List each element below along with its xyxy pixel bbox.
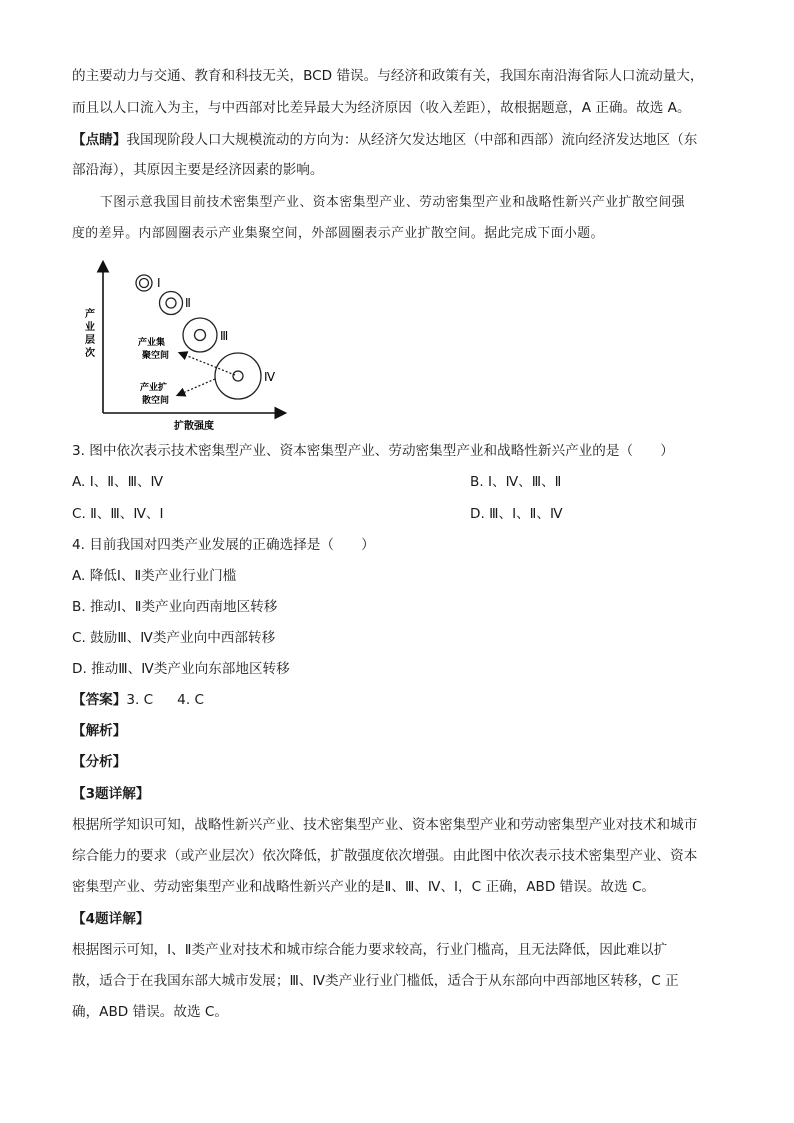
question-3-stem: 3. 图中依次表示技术密集型产业、资本密集型产业、劳动密集型产业和战略性新兴产业的是（ ） [72, 443, 674, 459]
question-4-stem: 4. 目前我国对四类产业发展的正确选择是（ ） [72, 537, 375, 553]
y-axis-label-char: 次 [85, 348, 95, 359]
tip-text: 我国现阶段人口大规模流动的方向为：从经济欠发达地区（中部和西部）流向经济发达地区（东 [126, 132, 698, 148]
paragraph-line: 而且以人口流入为主，与中西部对比差异最大为经济原因（收入差距），故根据题意，A 正确。故选 A。 [72, 100, 691, 116]
q3-option-c[interactable]: C. Ⅱ、Ⅲ、Ⅳ、Ⅰ [72, 506, 164, 522]
circle-IV-inner [233, 371, 243, 381]
q4-option-b[interactable]: B. 推动Ⅰ、Ⅱ类产业向西南地区转移 [72, 599, 278, 615]
x-axis-label: 扩散强度 [174, 421, 214, 432]
detail-4-line: 根据图示可知，Ⅰ、Ⅱ类产业对技术和城市综合能力要求较高，行业门槛高，且无法降低，因此难以扩 [72, 942, 668, 958]
circle-label-IV: Ⅳ [264, 370, 276, 384]
annotation-spread-line1: 产业扩 [140, 383, 168, 393]
annotation-cluster-line2: 聚空间 [142, 351, 170, 361]
intro-line: 度的差异。内部圆圈表示产业集聚空间，外部圆圈表示产业扩散空间。据此完成下面小题。 [72, 226, 604, 241]
q3-option-a[interactable]: A. Ⅰ、Ⅱ、Ⅲ、Ⅳ [72, 474, 164, 490]
tip-tag: 【点睛】 [72, 132, 127, 148]
industry-diffusion-figure [78, 255, 298, 435]
question-3-option-row [72, 504, 563, 524]
tip-line [72, 130, 697, 150]
circle-label-II: Ⅱ [185, 296, 191, 310]
y-axis-label-char: 产 [85, 309, 95, 320]
detail-4-line: 散，适合于在我国东部大城市发展；Ⅲ、Ⅳ类产业行业门槛低，适合于从东部向中西部地区转移，C 正 [72, 973, 679, 989]
answer-tag: 【答案】 [72, 692, 127, 708]
detail-3-line: 综合能力的要求（或产业层次）依次降低，扩散强度依次增强。由此图中依次表示技术密集型产业、资本 [72, 848, 698, 864]
arrow-to-spread [178, 379, 215, 395]
paragraph-line: 的主要动力与交通、教育和科技无关，BCD 错误。与经济和政策有关，我国东南沿海省际人口流动量大， [72, 68, 704, 84]
q4-option-d[interactable]: D. 推动Ⅲ、Ⅳ类产业向东部地区转移 [72, 661, 290, 677]
detail-3-line: 根据所学知识可知，战略性新兴产业、技术密集型产业、资本密集型产业和劳动密集型产业对技术和城市 [72, 817, 698, 833]
q3-option-b[interactable]: B. Ⅰ、Ⅳ、Ⅲ、Ⅱ [470, 474, 562, 490]
detail-3-line: 密集型产业、劳动密集型产业和战略性新兴产业的是Ⅱ、Ⅲ、Ⅳ、Ⅰ，C 正确，ABD 错误。故选 C。 [72, 879, 656, 895]
intro-line: 下图示意我国目前技术密集型产业、资本密集型产业、劳动密集型产业和战略性新兴产业扩散空间强 [100, 195, 686, 210]
q4-option-c[interactable]: C. 鼓励Ⅲ、Ⅳ类产业向中西部转移 [72, 630, 276, 646]
q3-option-d[interactable]: D. Ⅲ、Ⅰ、Ⅱ、Ⅳ [470, 506, 563, 522]
circle-label-I: Ⅰ [157, 276, 161, 290]
analysis-tag: 【解析】 [72, 723, 127, 739]
annotation-spread-line2: 散空间 [142, 396, 170, 406]
answer-3: 3. C [126, 692, 154, 708]
circle-III-inner [195, 330, 206, 341]
q4-option-a[interactable]: A. 降低Ⅰ、Ⅱ类产业行业门槛 [72, 568, 237, 584]
detail-4-tag: 【4题详解】 [72, 911, 150, 927]
circle-III-outer [183, 318, 217, 352]
answer-4: 4. C [177, 692, 204, 708]
y-axis-label-char: 层 [85, 335, 95, 346]
fenxi-tag: 【分析】 [72, 754, 127, 770]
circle-II-outer [160, 292, 183, 315]
answer-line [72, 690, 204, 710]
circle-IV-outer [215, 353, 261, 399]
detail-3-tag: 【3题详解】 [72, 786, 150, 802]
y-axis-label-char: 业 [85, 322, 95, 333]
circle-label-III: Ⅲ [220, 329, 229, 343]
tip-line: 部沿海），其原因主要是经济因素的影响。 [72, 162, 324, 178]
circle-I-outer [136, 275, 152, 291]
detail-4-line: 确，ABD 错误。故选 C。 [72, 1004, 228, 1020]
question-3-option-row [72, 472, 562, 492]
circle-I-inner [140, 279, 149, 288]
circle-II-inner [166, 298, 176, 308]
annotation-cluster-line1: 产业集 [138, 338, 166, 348]
